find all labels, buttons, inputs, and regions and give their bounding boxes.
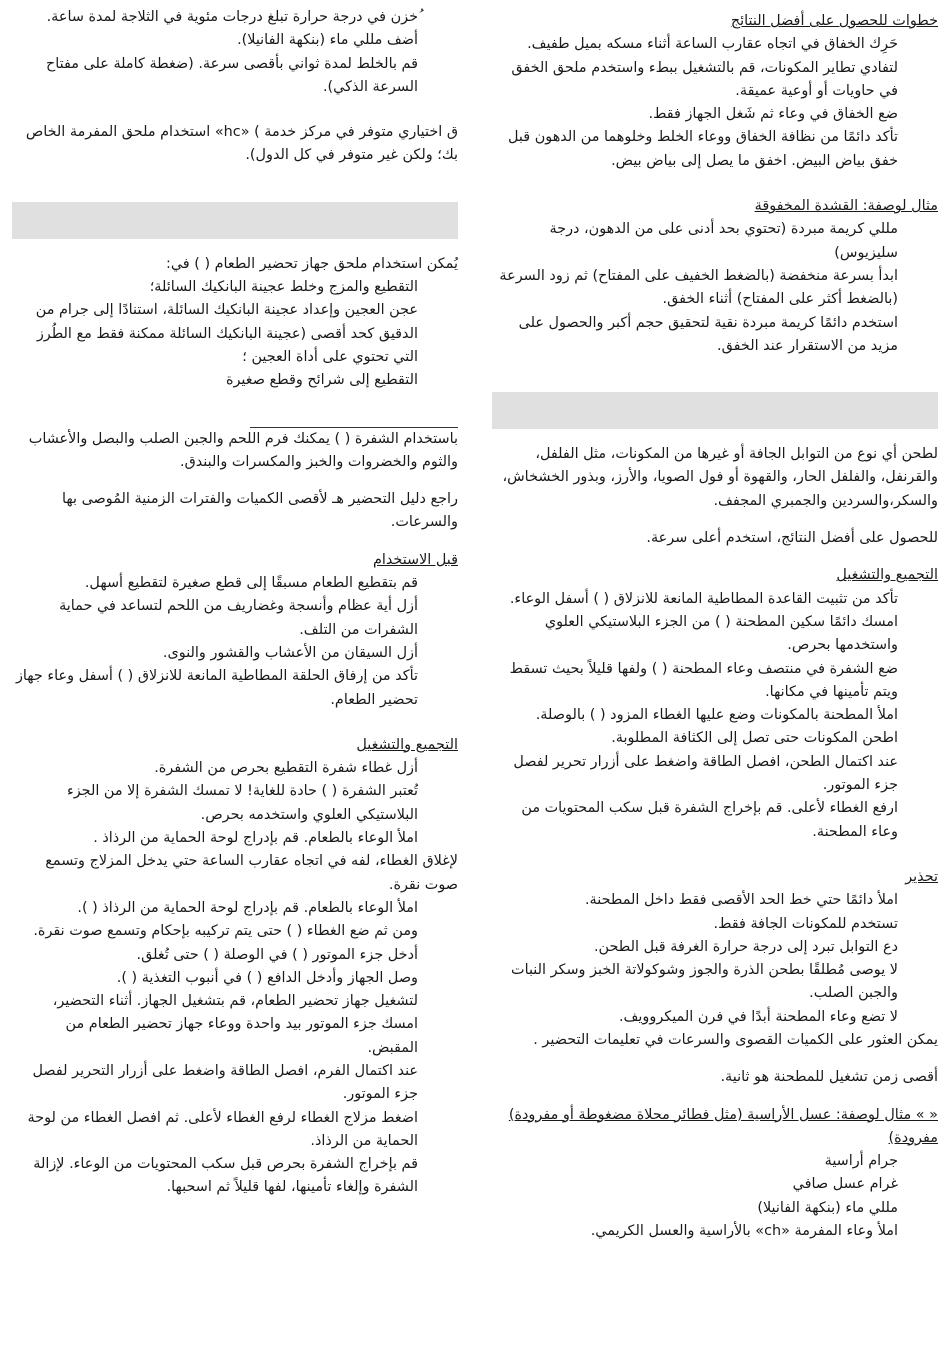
blade-usage-text: باستخدام الشفرة ( ) يمكنك فرم اللحم والجبن الصلب والبصل والأعشاب والثوم والخضروات والخبز والمكسرات والبندق. — [28, 430, 458, 470]
cream-step: استخدم دائمًا كريمة مبردة نقية لتحقيق حجم أكبر والحصول على مزيد من الاستقرار عند الخفق. — [518, 314, 898, 354]
processor-assembly-step: لإغلاق الغطاء، لفه في اتجاه عقارب الساعة حتي يدخل المزلاج وتسمع صوت نقرة. — [45, 853, 458, 893]
grinder-assembly-step: املأ المطحنة بالمكونات وضع عليها الغطاء المزود ( ) بالوصلة. — [535, 707, 898, 724]
processor-assembly-step: املأ الوعاء بالطعام. قم بإدراج لوحة الحماية من الرذاذ ( ). — [77, 899, 418, 916]
preparation-guide-text: راجع دليل التحضير هـ لأقصى الكميات والفترات الزمنية المُوصى بها والسرعات. — [61, 491, 458, 531]
processor-assembly-step: لتشغيل جهاز تحضير الطعام، قم بتشغيل الجهاز. أثناء التحضير، امسك جزء الموتور بيد واحدة ووعاء جهاز تحضير الطعام من المقبض. — [52, 993, 418, 1056]
max-quantities-note: يمكن العثور على الكميات القصوى والسرعات في تعليمات التحضير . — [533, 1031, 938, 1048]
recipe-step: ُخزن في درجة حرارة تبلغ درجات مئوية في الثلاجة لمدة ساعة. — [46, 9, 418, 25]
processor-assembly-step: ومن ثم ضع الغطاء ( ) حتى يتم تركيبه بإحكام وتسمع صوت نقرة. — [33, 923, 418, 940]
tip-item: حَرِك الخفاق في اتجاه عقارب الساعة أثناء مسكه بميل طفيف. — [527, 36, 898, 53]
caution-item: دع التوابل تبرد إلى درجة حرارة الغرفة قبل الطحن. — [593, 938, 898, 955]
before-use-step: أزل أية عظام وأنسجة وغضاريف من اللحم لتساعد في حماية الشفرات من التلف. — [59, 598, 418, 638]
honey-step: املأ وعاء المفرمة «ch» بالأراسية والعسل الكريمي. — [590, 1223, 898, 1240]
before-use-step: تأكد من إرفاق الحلقة المطاطية المانعة للانزلاق ( ) أسفل وعاء جهاز تحضير الطعام. — [15, 668, 418, 708]
processor-assembly-step: أدخل جزء الموتور ( ) في الوصلة ( ) حتى تُغلق. — [136, 946, 418, 963]
processor-use: عجن العجين وإعداد عجينة البانكيك السائلة، استنادًا إلى جرام من الدقيق كحد أقصى (عجينة البانكيك السائلة ممكنة فقط مع الطُرز التي تحتوي على أداة العجين ؛ — [35, 302, 418, 365]
tip-item: ضع الخفاق في وعاء ثم شَغل الجهاز فقط. — [648, 106, 898, 123]
honey-ingredient: غرام عسل صافي — [792, 1176, 898, 1193]
processor-intro: يُمكن استخدام ملحق جهاز تحضير الطعام ( ) في: — [165, 255, 458, 272]
caution-item: تستخدم للمكونات الجافة فقط. — [713, 915, 898, 932]
tip-item: لتفادي تطاير المكونات، قم بالتشغيل ببطء واستخدم ملحق الخفق في حاويات أو أوعية عميقة. — [511, 59, 898, 99]
caution-item: املأ دائمًا حتي خط الحد الأقصى فقط داخل المطحنة. — [584, 892, 898, 909]
processor-assembly-step: اضغط مزلاج الغطاء لرفع الغطاء لأعلى. ثم افصل الغطاء من لوحة الحماية من الرذاذ. — [27, 1109, 418, 1149]
recipe-step: أضف مللي ماء (بنكهة الفانيلا). — [237, 32, 418, 49]
grinder-assembly-step: تأكد من تثبيت القاعدة المطاطية المانعة للانزلاق ( ) أسفل الوعاء. — [509, 590, 898, 607]
left-column — [12, 6, 458, 1200]
honey-ingredient: مللي ماء (بنكهة الفانيلا) — [757, 1199, 898, 1216]
tips-heading: خطوات للحصول على أفضل النتائج — [730, 13, 938, 29]
grinder-best-results: للحصول على أفضل النتائج، استخدم أعلى سرعة. — [646, 530, 938, 547]
processor-assembly-step: تُعتبر الشفرة ( ) حادة للغاية! لا تمسك الشفرة إلا من الجزء البلاستيكي العلوي واستخدمه بحرص. — [66, 783, 418, 823]
cream-recipe-heading: مثال لوصفة: القشدة المخفوقة — [754, 198, 938, 215]
honey-recipe-heading: « » مثال لوصفة: عسل الأراسية (مثل فطائر محلاة مضغوطة أو مفرودة) مفرودة) — [508, 1106, 938, 1146]
processor-section-bar — [12, 202, 458, 239]
grinder-assembly-step: ضع الشفرة في منتصف وعاء المطحنة ( ) ولفها قليلاً بحيث تسقط ويتم تأمينها في مكانها. — [509, 660, 898, 700]
honey-ingredient: جرام أراسية — [824, 1153, 898, 1170]
grinder-intro: لطحن أي نوع من التوابل الجافة أو غيرها من المكونات، مثل الفلفل، والقرنفل، والفلفل الحار، والقهوة أو فول الصويا، والأرز، وبذور الخشخاش، والسكر،والسردين والجمبري المجفف. — [502, 446, 938, 509]
processor-use: التقطيع إلى شرائح وقطع صغيرة — [225, 372, 418, 389]
cream-step: ابدأ بسرعة منخفضة (بالضغط الخفيف على المفتاح) ثم زود السرعة (بالضغط أكثر على المفتاح) أثناء الخفق. — [499, 267, 898, 308]
tip-item: تأكد دائمًا من نظافة الخفاق ووعاء الخلط وخلوهما من الدهون قبل خفق بياض البيض. اخفق ما يصل إلى بياض بيض. — [508, 129, 898, 169]
grinder-section-bar — [492, 392, 938, 429]
before-use-heading: قبل الاستخدام — [372, 551, 458, 568]
caution-heading: تحذير — [905, 868, 938, 885]
processor-assembly-step: عند اكتمال الفرم، افصل الطاقة واضغط على أزرار التحرير لفصل جزء الموتور. — [32, 1062, 418, 1103]
processor-assembly-step: املأ الوعاء بالطعام. قم بإدراج لوحة الحماية من الرذاذ . — [93, 830, 418, 847]
grinder-assembly-step: اطحن المكونات حتى تصل إلى الكثافة المطلوبة. — [611, 730, 898, 747]
cream-step: مللي كريمة مبردة (تحتوي بحد أدنى على من الدهون، درجة سليزيوس) — [549, 221, 898, 261]
processor-assembly-step: وصل الجهاز وأدخل الدافع ( ) في أنبوب التغذية ( ). — [116, 969, 418, 986]
grinder-assembly-heading: التجميع والتشغيل — [836, 567, 938, 584]
before-use-step: أزل السيقان من الأعشاب والقشور والنوى. — [162, 644, 418, 661]
before-use-step: قم بتقطيع الطعام مسبقًا إلى قطع صغيرة لتقطيع أسهل. — [84, 575, 418, 592]
grinder-assembly-step: امسك دائمًا سكين المطحنة ( ) من الجزء البلاستيكي العلوي واستخدمها بحرص. — [544, 613, 898, 654]
recipe-step: قم بالخلط لمدة ثواني بأقصى سرعة. (ضغطة كاملة على مفتاح السرعة الذكي). — [45, 55, 418, 95]
max-run-time: أقصى زمن تشغيل للمطحنة هو ثانية. — [720, 1069, 938, 1086]
processor-assembly-step: أزل غطاء شفرة التقطيع بحرص من الشفرة. — [154, 760, 418, 777]
right-column — [492, 10, 938, 1243]
caution-item: لا تضع وعاء المطحنة أبدًا في فرن الميكروويف. — [618, 1008, 898, 1025]
caution-item: لا يوصى مُطلقًا بطحن الذرة والجوز وشوكولاتة الخبز وسكر النبات والجبن الصلب. — [511, 962, 898, 1002]
grinder-assembly-step: عند اكتمال الطحن، افصل الطاقة واضغط على أزرار تحرير لفصل جزء الموتور. — [513, 753, 898, 794]
grinder-assembly-step: ارفع الغطاء لأعلى. قم بإخراج الشفرة قبل سكب المحتويات من وعاء المطحنة. — [521, 800, 898, 840]
processor-use: التقطيع والمزج وخلط عجينة البانكيك السائلة؛ — [149, 279, 418, 296]
processor-assembly-heading: التجميع والتشغيل — [356, 736, 458, 753]
hc-accessory-note: ق اختياري متوفر في مركز خدمة ) «hc» استخدام ملحق المفرمة الخاص بك؛ ولكن غير متوفر في كل الدول). — [25, 124, 458, 164]
processor-assembly-step: قم بإخراج الشفرة بحرص قبل سكب المحتويات من الوعاء. لإزالة الشفرة وإلغاء تأمينها، لفها قليلاً ثم اسحبها. — [33, 1156, 418, 1196]
